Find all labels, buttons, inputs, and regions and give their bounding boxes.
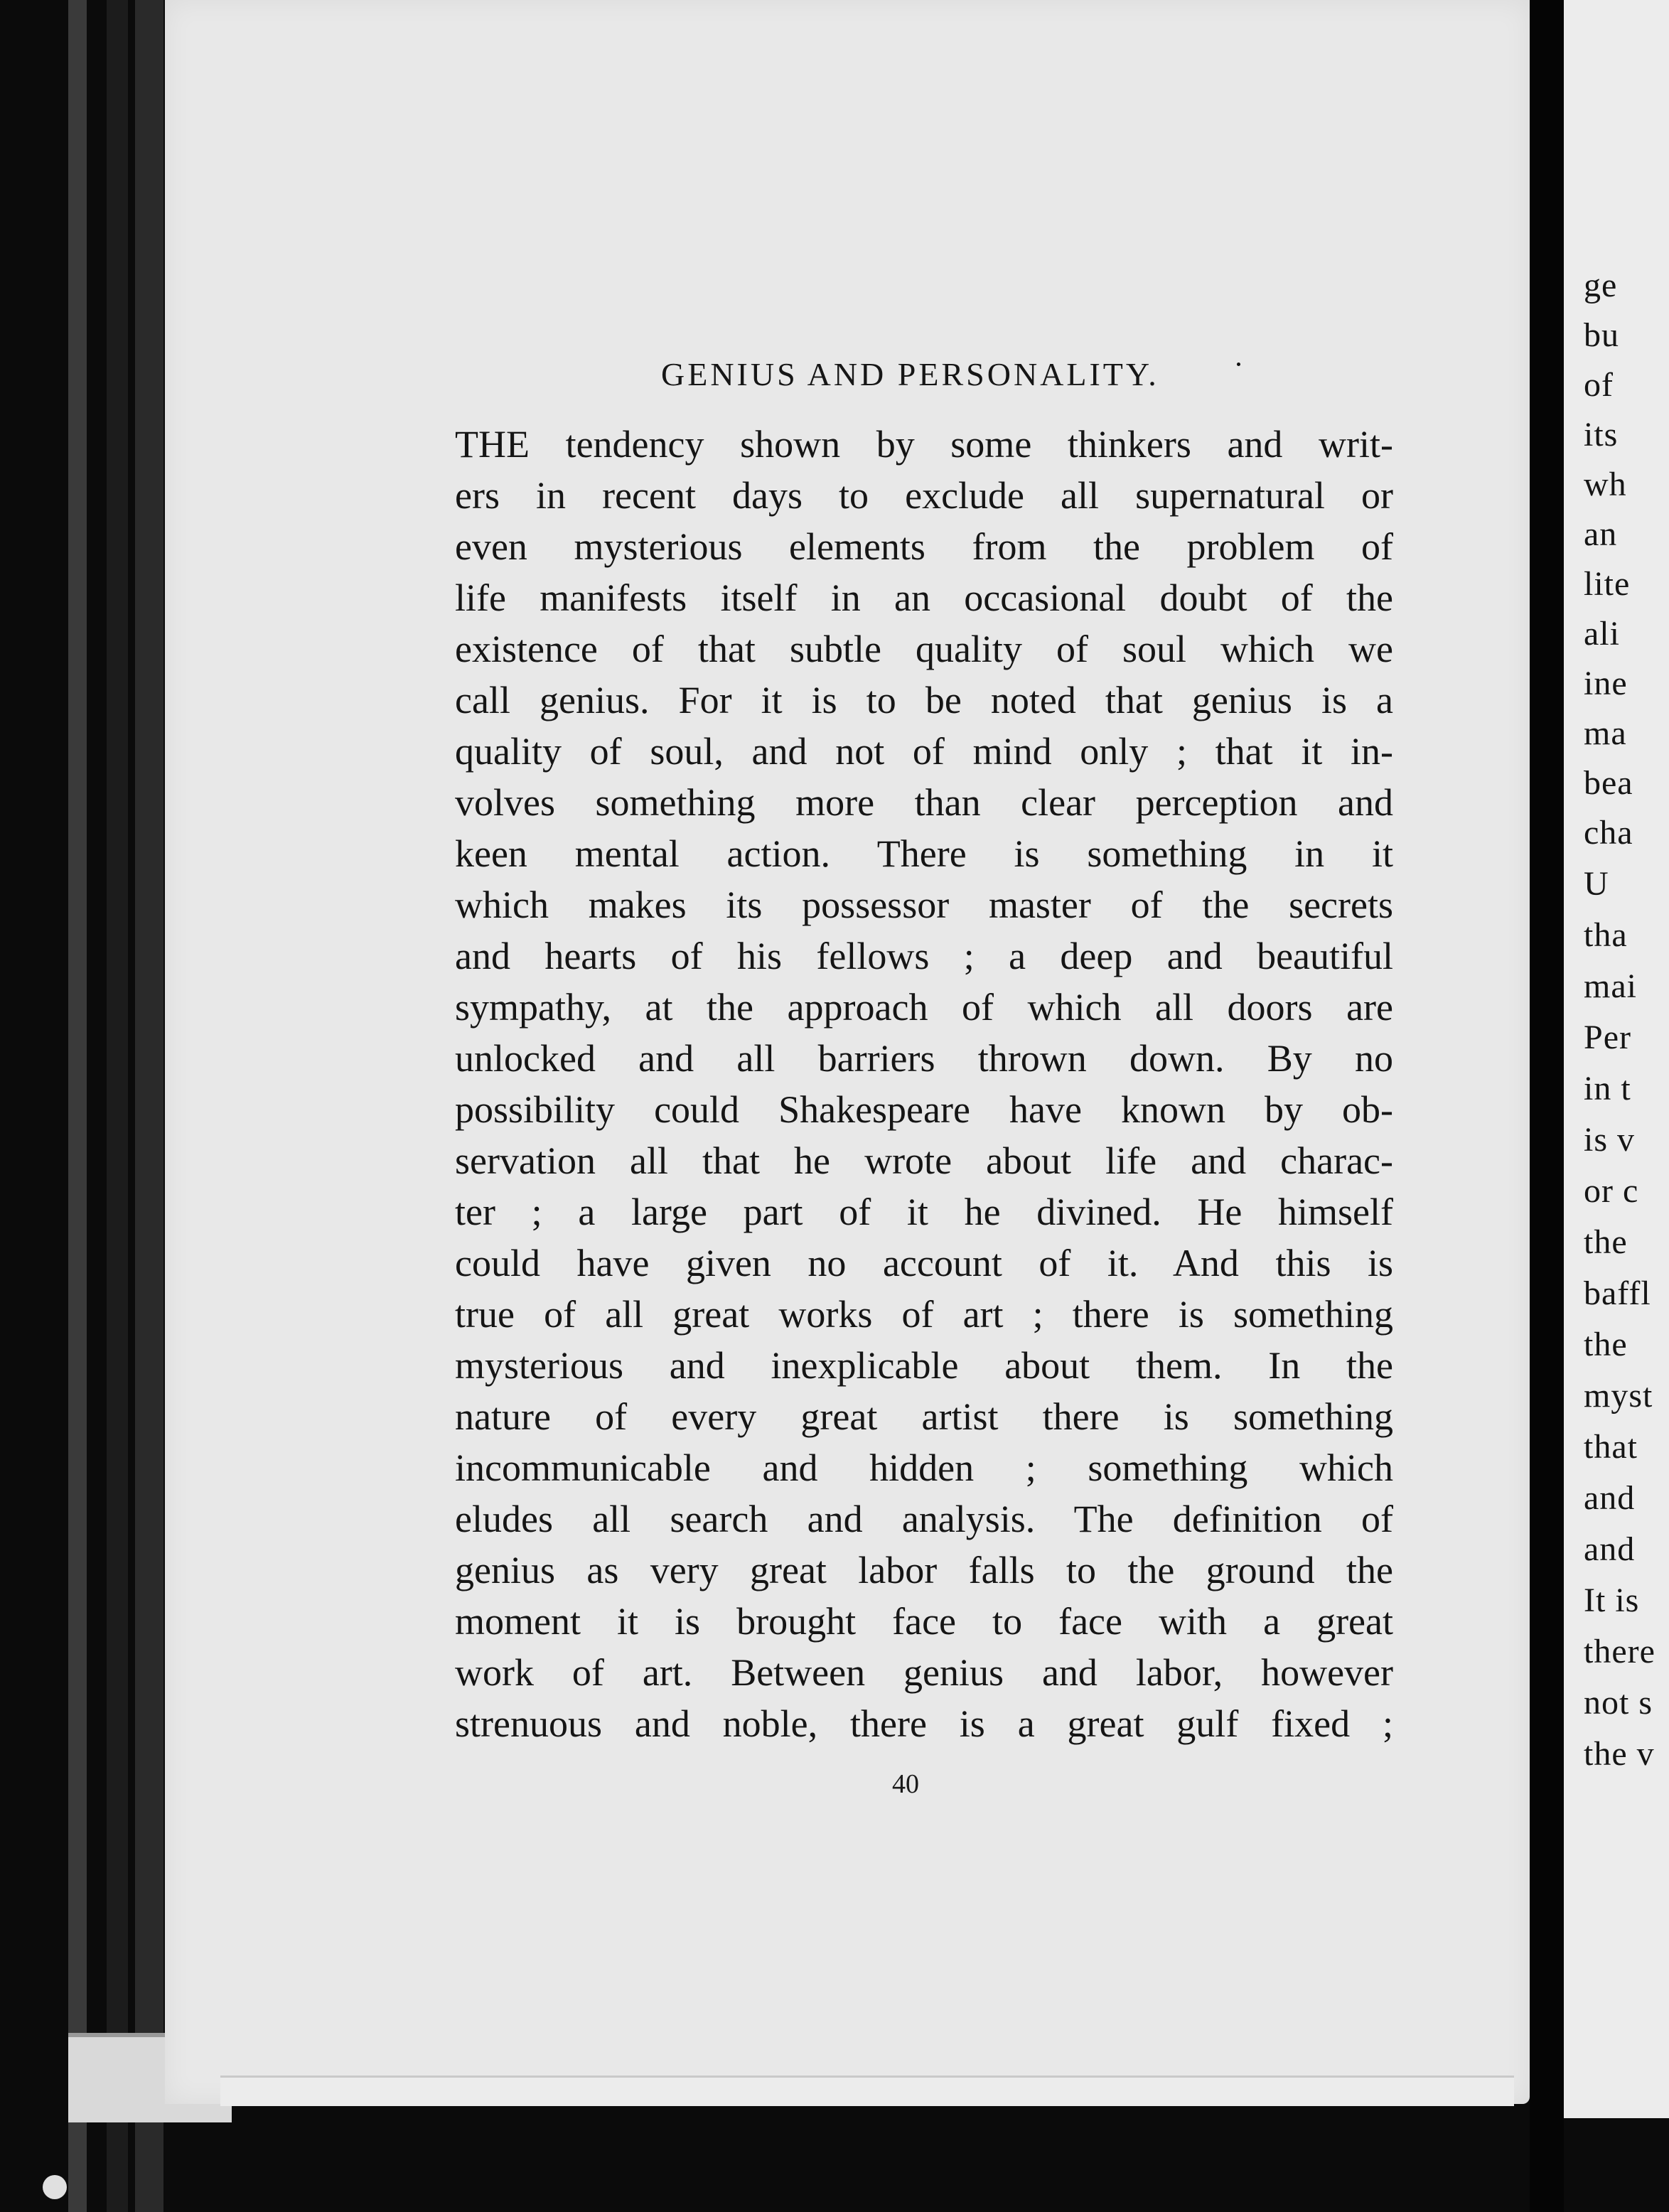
facing-text-fragment: that (1584, 1428, 1638, 1466)
text-line: work of art. Between genius and labor, however (455, 1651, 1393, 1694)
page-bottom-edge (220, 2076, 1514, 2106)
facing-text-fragment: the (1584, 1223, 1628, 1261)
text-line: sympathy, at the approach of which all doors are (455, 986, 1393, 1029)
facing-text-fragment: ali (1584, 615, 1620, 653)
facing-text-fragment: myst (1584, 1377, 1653, 1414)
facing-text-fragment: mai (1584, 967, 1637, 1005)
text-line: call genius. For it is to be noted that genius is a (455, 679, 1393, 721)
text-line: ter ; a large part of it he divined. He himself (455, 1191, 1393, 1233)
text-line: true of all great works of art ; there is something (455, 1293, 1393, 1336)
scan-speck (1237, 363, 1240, 366)
text-line: volves something more than clear perception and (455, 781, 1393, 824)
text-line: life manifests itself in an occasional doubt of the (455, 576, 1393, 619)
text-line: strenuous and noble, there is a great gulf fixed ; (455, 1702, 1393, 1745)
facing-text-fragment: U (1584, 865, 1609, 903)
facing-text-fragment: there (1584, 1633, 1655, 1670)
scan-speck (43, 2175, 67, 2199)
text-line: servation all that he wrote about life and charac- (455, 1139, 1393, 1182)
facing-text-fragment: in t (1584, 1070, 1631, 1107)
facing-text-fragment: or c (1584, 1172, 1639, 1210)
text-line: mysterious and inexplicable about them. In the (455, 1344, 1393, 1387)
facing-text-fragment: and (1584, 1479, 1636, 1517)
page-title: GENIUS AND PERSONALITY. (661, 356, 1159, 392)
facing-text-fragment: and (1584, 1530, 1636, 1568)
facing-text-fragment: not s (1584, 1684, 1653, 1722)
text-line: incommunicable and hidden ; something which (455, 1446, 1393, 1489)
facing-text-fragment: its (1584, 416, 1619, 453)
facing-text-fragment: of (1584, 366, 1614, 404)
facing-text-fragment: an (1584, 515, 1618, 553)
binding-edge (68, 0, 87, 2212)
text-line: existence of that subtle quality of soul which we (455, 628, 1393, 670)
text-line: possibility could Shakespeare have known by ob- (455, 1088, 1393, 1131)
text-line: nature of every great artist there is something (455, 1395, 1393, 1438)
binding-edge (107, 0, 128, 2212)
facing-text-fragment: ma (1584, 714, 1627, 752)
facing-text-fragment: It is (1584, 1582, 1640, 1619)
facing-text-fragment: Per (1584, 1019, 1631, 1056)
facing-text-fragment: tha (1584, 916, 1628, 954)
facing-text-fragment: lite (1584, 565, 1631, 603)
facing-text-fragment: ge (1584, 267, 1618, 304)
text-line: could have given no account of it. And this is (455, 1242, 1393, 1284)
text-line: genius as very great labor falls to the ground the (455, 1549, 1393, 1591)
page-number: 40 (892, 1769, 919, 1799)
facing-text-fragment: ine (1584, 665, 1628, 702)
text-line: and hearts of his fellows ; a deep and beautiful (455, 935, 1393, 977)
facing-text-fragment: bea (1584, 764, 1633, 802)
text-line: even mysterious elements from the problem of (455, 525, 1393, 568)
facing-text-fragment: the v (1584, 1735, 1655, 1773)
facing-text-fragment: baffl (1584, 1274, 1651, 1312)
text-line: moment it is brought face to face with a great (455, 1600, 1393, 1643)
book-gutter (1530, 0, 1564, 2212)
facing-text-fragment: is v (1584, 1121, 1636, 1159)
text-line: ers in recent days to exclude all supernatural or (455, 474, 1393, 517)
facing-text-fragment: the (1584, 1326, 1628, 1363)
facing-text-fragment: bu (1584, 316, 1619, 354)
text-line: keen mental action. There is something in it (455, 832, 1393, 875)
text-line: which makes its possessor master of the secrets (455, 884, 1393, 926)
text-line: THE tendency shown by some thinkers and writ- (455, 423, 1393, 466)
facing-text-fragment: wh (1584, 466, 1627, 503)
facing-text-fragment: cha (1584, 814, 1633, 852)
text-line: unlocked and all barriers thrown down. By no (455, 1037, 1393, 1080)
binding-edge (135, 0, 163, 2212)
text-line: eludes all search and analysis. The definition of (455, 1498, 1393, 1540)
text-line: quality of soul, and not of mind only ; that it in- (455, 730, 1393, 773)
